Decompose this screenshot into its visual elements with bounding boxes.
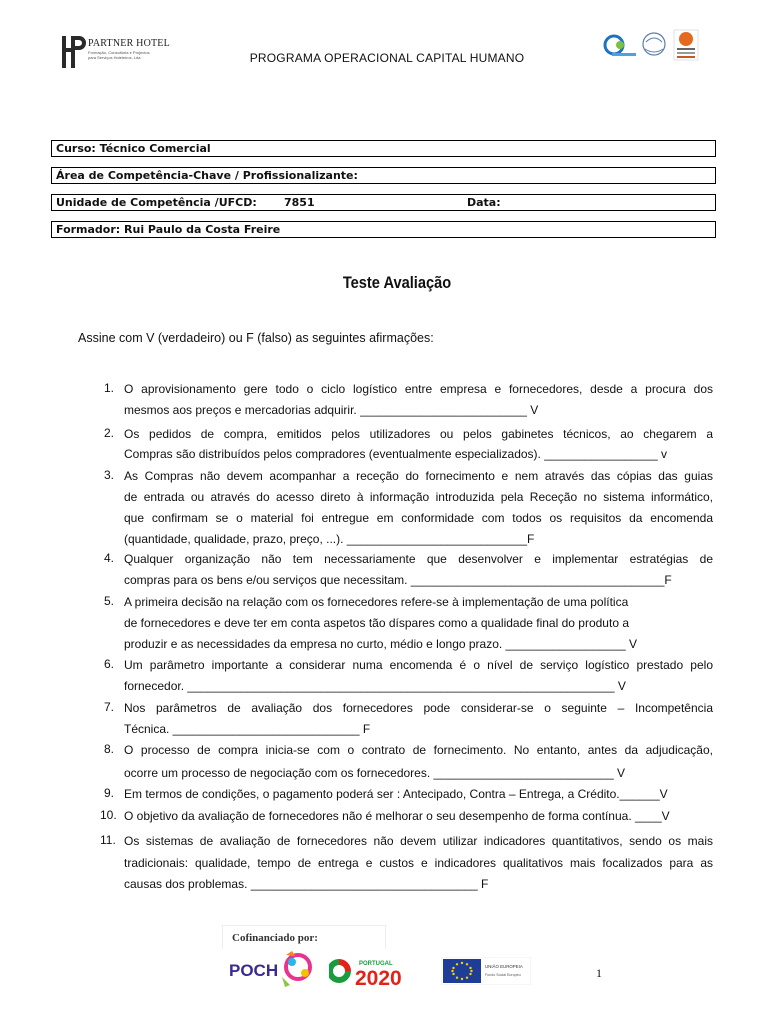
question-line: causas dos problemas. __________________________________ F: [124, 877, 489, 891]
question-line: Compras são distribuídos pelos compradores (eventualmente especializados). _________________ v: [124, 447, 667, 461]
question-line: Os pedidos de compra, emitidos pelos utilizadores ou pelos gabinetes técnicos, ao chegarem a: [124, 427, 713, 441]
question-number: 1.: [103, 381, 114, 395]
question-number: 5.: [103, 594, 114, 608]
question-line: Qualquer organização não tem necessariamente que desenvolver e implementar estratégias de: [124, 552, 713, 566]
question-number: 4.: [103, 551, 114, 565]
program-title: PROGRAMA OPERACIONAL CAPITAL HUMANO: [249, 51, 525, 65]
eu-logo-label: UNIÃO EUROPEIA: [485, 964, 523, 969]
question-line: produzir e as necessidades da empresa no curto, médio e longo prazo. __________________ V: [124, 637, 638, 651]
question-number: 2.: [103, 426, 114, 440]
poch-logo-icon: [226, 949, 318, 989]
question-line: O processo de compra inicia-se com o contrato de fornecimento. No entanto, antes da adjudicação,: [124, 743, 713, 757]
question-number: 8.: [103, 742, 114, 756]
question-line: mesmos aos preços e mercadorias adquirir. _________________________ V: [124, 403, 539, 417]
course-label: Curso: Técnico Comercial: [56, 142, 211, 155]
portugal-logo-label: PORTUGAL: [359, 961, 393, 967]
partner-logos: [602, 28, 702, 62]
cofinanced-label-box: [222, 925, 386, 949]
page-number: 1: [596, 966, 602, 980]
question-line: de entrada ou através do acesso direto à informação introduzida pela Receção no sistema informático,: [124, 490, 713, 504]
question-line: O objetivo da avaliação de fornecedores não é melhorar o seu desempenho de forma contínua. ____V: [124, 809, 670, 823]
portugal-2020-logo-icon: [329, 955, 423, 987]
question-line: ocorre um processo de negociação com os fornecedores. ___________________________ V: [124, 766, 626, 780]
question-line: Técnica. ____________________________ F: [124, 722, 371, 736]
trainer-label: Formador: Rui Paulo da Costa Freire: [56, 223, 281, 236]
question-line: A primeira decisão na relação com os fornecedores refere-se à implementação de uma política: [124, 595, 629, 609]
question-line: Em termos de condições, o pagamento poderá ser : Antecipado, Contra – Entrega, a Crédito.______V: [124, 787, 668, 801]
instruction-text: Assine com V (verdadeiro) ou F (falso) as seguintes afirmações:: [78, 331, 434, 345]
question-line: que confirmam se o material foi entregue em conformidade com todos os requisitos da encomenda: [124, 511, 713, 525]
question-line: fornecedor. ________________________________________________________________ V: [124, 679, 626, 693]
date-label: Data:: [467, 196, 501, 209]
question-line: de fornecedores e deve ter em conta aspetos tão díspares como a qualidade final do produto a: [124, 616, 629, 630]
question-line: O aprovisionamento gere todo o ciclo logístico entre empresa e fornecedores, desde a procura dos: [124, 382, 713, 396]
unit-label: Unidade de Competência /UFCD:: [56, 196, 257, 209]
certification-logos-icon: [602, 28, 702, 62]
question-line: (quantidade, qualidade, prazo, preço, ...). ___________________________F: [124, 532, 535, 546]
hotel-logo-name: PARTNER HOTEL: [88, 38, 170, 49]
question-line: Um parâmetro importante a considerar numa encomenda é o nível de serviço logístico prestado pelo: [124, 658, 713, 672]
question-number: 9.: [103, 786, 114, 800]
poch-logo-text: POCH: [229, 961, 279, 980]
question-number: 6.: [103, 657, 114, 671]
competence-area-box: [51, 167, 716, 184]
question-line: Os sistemas de avaliação de fornecedores não devem utilizar indicadores quantitativos, sendo os mais: [124, 834, 713, 848]
question-number: 11.: [100, 833, 116, 847]
trainer-box: [51, 221, 716, 238]
course-box: [51, 140, 716, 157]
hotel-logo-tagline: Formação, Consultoria e Projectos para Serviços Hoteleiros, Lda.: [88, 50, 150, 60]
unit-code: 7851: [284, 196, 315, 209]
question-line: Nos parâmetros de avaliação dos fornecedores pode considerar-se o seguinte – Incompetência: [124, 701, 713, 715]
question-number: 10.: [100, 808, 117, 822]
question-line: compras para os bens e/ou serviços que necessitam. ______________________________________F: [124, 573, 672, 587]
question-line: tradicionais: qualidade, tempo de entrega e custos e indicadores qualitativos mais focalizados para as: [124, 856, 713, 870]
unit-box: [51, 194, 716, 211]
competence-area-label: Área de Competência-Chave / Profissionalizante:: [56, 169, 358, 182]
eu-logo-fund: Fundo Social Europeu: [485, 973, 521, 977]
eu-logo-icon: [441, 957, 531, 985]
question-number: 3.: [103, 468, 114, 482]
question-number: 7.: [103, 700, 114, 714]
portugal-logo-year: 2020: [355, 967, 402, 987]
test-title: Teste Avaliação: [342, 273, 452, 292]
cofinanced-label: Cofinanciado por:: [232, 932, 318, 944]
question-line: As Compras não devem acompanhar a receção do fornecimento e nem através das cópias das guias: [124, 469, 713, 483]
